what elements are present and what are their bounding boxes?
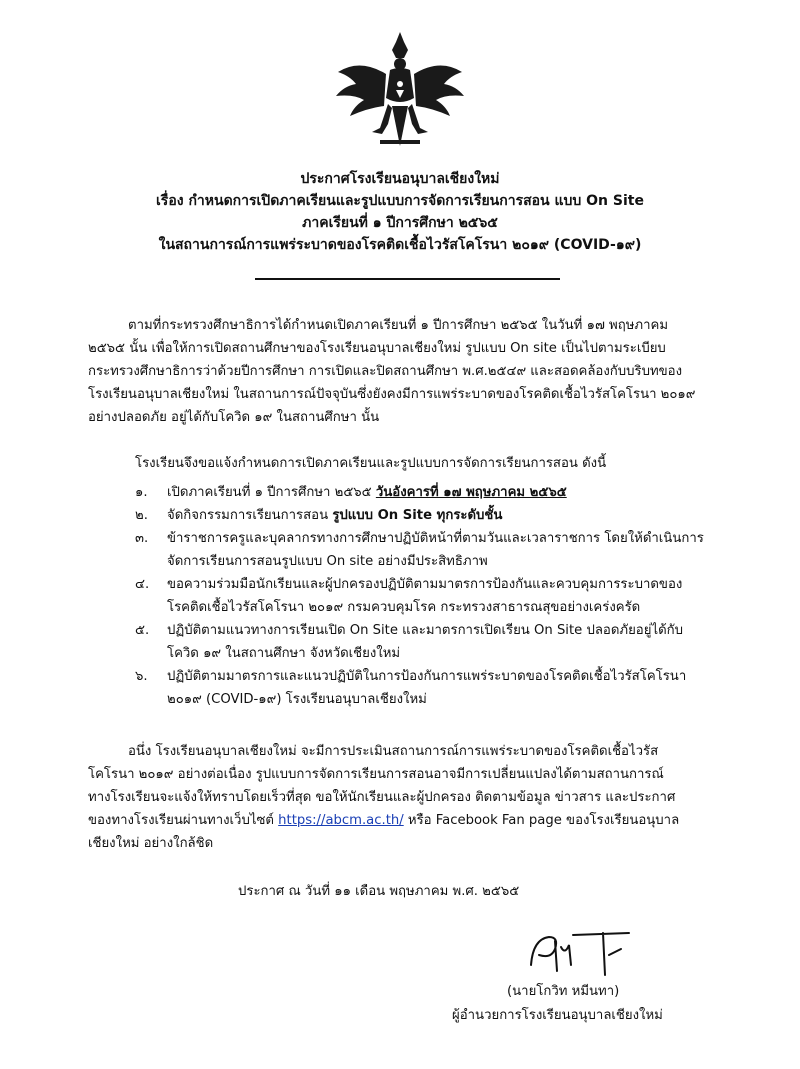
list-lead: โรงเรียนจึงขอแจ้งกำหนดการเปิดภาคเรียนและรูปแบบการจัดการเรียนการสอน ดังนี้ — [135, 456, 607, 471]
intro-line: กระทรวงศึกษาธิการว่าด้วยปีการศึกษา การเปิดและปิดสถานศึกษา พ.ศ.๒๕๔๙ และสอดคล้องกับบริบทของ — [88, 364, 683, 379]
list-item-number: ๖. — [135, 669, 148, 684]
list-item-text: เปิดภาคเรียนที่ ๑ ปีการศึกษา ๒๕๖๕ — [167, 485, 376, 500]
list-item-text: ข้าราชการครูและบุคลากรทางการศึกษาปฏิบัติหน้าที่ตามวันและเวลาราชการ โดยให้ดำเนินการ — [167, 531, 704, 546]
announcement-date: ประกาศ ณ วันที่ ๑๑ เดือน พฤษภาคม พ.ศ. ๒๕๖๕ — [238, 884, 520, 899]
closing-line: เชียงใหม่ อย่างใกล้ชิด — [88, 836, 214, 851]
teaching-mode: รูปแบบ On Site ทุกระดับชั้น — [332, 508, 503, 523]
list-item-text: จัดการเรียนการสอนรูปแบบ On site อย่างมีประสิทธิภาพ — [167, 554, 488, 569]
intro-line: อย่างปลอดภัย อยู่ได้กับโควิด ๑๙ ในสถานศึกษา นั้น — [88, 410, 380, 425]
opening-date: วันอังคารที่ ๑๗ พฤษภาคม ๒๕๖๕ — [375, 485, 567, 500]
intro-line: ตามที่กระทรวงศึกษาธิการได้กำหนดเปิดภาคเรียนที่ ๑ ปีการศึกษา ๒๕๖๕ ในวันที่ ๑๗ พฤษภาคม — [128, 318, 669, 333]
garuda-emblem-icon — [330, 28, 470, 158]
closing-line: อนึ่ง โรงเรียนอนุบาลเชียงใหม่ จะมีการประเมินสถานการณ์การแพร่ระบาดของโรคติดเชื้อไวรัส — [128, 744, 659, 759]
list-item — [135, 619, 735, 665]
list-item-text: ๒๐๑๙ (COVID-๑๙) โรงเรียนอนุบาลเชียงใหม่ — [167, 692, 427, 707]
header-divider — [255, 278, 560, 280]
closing-line-end: หรือ Facebook Fan page ของโรงเรียนอนุบาล — [403, 813, 680, 828]
closing-paragraph — [88, 740, 679, 855]
announcement-context: ในสถานการณ์การแพร่ระบาดของโรคติดเชื้อไวรัสโคโรนา ๒๐๑๙ (COVID-๑๙) — [158, 237, 642, 253]
closing-line: โคโรนา ๒๐๑๙ อย่างต่อเนื่อง รูปแบบการจัดการเรียนการสอนอาจมีการเปลี่ยนแปลงได้ตามสถานการณ์ — [88, 767, 664, 782]
school-website-link[interactable]: https://abcm.ac.th/ — [278, 813, 404, 828]
list-item-text: โรคติดเชื้อไวรัสโคโรนา ๒๐๑๙ กรมควบคุมโรค กระทรวงสาธารณสุขอย่างเคร่งครัด — [167, 600, 641, 615]
schedule-list — [135, 481, 735, 711]
signature-icon — [525, 925, 635, 985]
list-item-text: จัดกิจกรรมการเรียนการสอน — [167, 508, 333, 523]
list-item — [135, 665, 735, 711]
list-item-text: ขอความร่วมมือนักเรียนและผู้ปกครองปฏิบัติตามมาตรการป้องกันและควบคุมการระบาดของ — [167, 577, 683, 592]
list-item-number: ๕. — [135, 623, 150, 638]
list-item-number: ๓. — [135, 531, 149, 546]
closing-line-start: ของทางโรงเรียนผ่านทางเว็บไซต์ — [88, 813, 279, 828]
list-item-text: ปฏิบัติตามแนวทางการเรียนเปิด On Site และมาตรการเปิดเรียน On Site ปลอดภัยอยู่ได้กับ — [167, 623, 684, 638]
announcement-subject: เรื่อง กำหนดการเปิดภาคเรียนและรูปแบบการจัดการเรียนการสอน แบบ On Site — [156, 193, 644, 209]
closing-line — [88, 809, 679, 832]
list-item-text: โควิด ๑๙ ในสถานศึกษา จังหวัดเชียงใหม่ — [167, 646, 401, 661]
list-item-text: ปฏิบัติตามมาตรการและแนวปฏิบัติในการป้องกันการแพร่ระบาดของโรคติดเชื้อไวรัสโคโรนา — [167, 669, 687, 684]
announcement-term: ภาคเรียนที่ ๑ ปีการศึกษา ๒๕๖๕ — [302, 215, 498, 231]
intro-line: ๒๕๖๕ นั้น เพื่อให้การเปิดสถานศึกษาของโรงเรียนอนุบาลเชียงใหม่ รูปแบบ On site เป็นไปตามระเบียบ — [88, 341, 666, 356]
intro-line: โรงเรียนอนุบาลเชียงใหม่ ในสถานการณ์ปัจจุบันซึ่งยังคงมีการแพร่ระบาดของโรคติดเชื้อไวรัสโคโรนา ๒๐๑๙ — [88, 387, 696, 402]
list-item — [135, 527, 735, 573]
list-item — [135, 504, 735, 527]
list-item — [135, 573, 735, 619]
list-item — [135, 481, 735, 504]
list-item-number: ๑. — [135, 485, 148, 500]
list-item-number: ๔. — [135, 577, 150, 592]
closing-line: ทางโรงเรียนจะแจ้งให้ทราบโดยเร็วที่สุด ขอให้นักเรียนและผู้ปกครอง ติดตามข้อมูล ข่าวสาร และประกาศ — [88, 790, 676, 805]
list-item-number: ๒. — [135, 508, 148, 523]
announcement-title: ประกาศโรงเรียนอนุบาลเชียงใหม่ — [300, 171, 500, 187]
signer-title: ผู้อำนวยการโรงเรียนอนุบาลเชียงใหม่ — [452, 1008, 663, 1023]
intro-paragraph — [88, 314, 695, 429]
signer-name: (นายโกวิท หมีนทา) — [507, 984, 620, 999]
